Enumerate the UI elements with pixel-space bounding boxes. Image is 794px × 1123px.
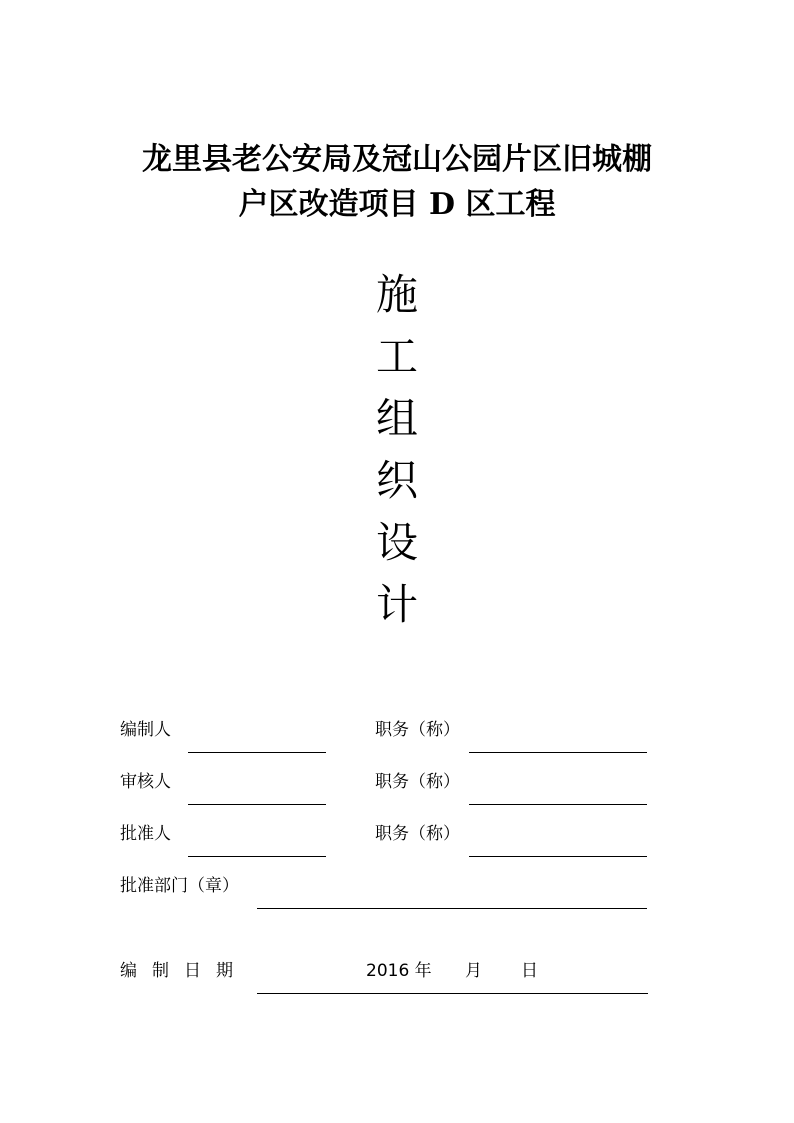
document-type-char: 计: [375, 580, 418, 629]
approval-dept-label: 批准部门（章）: [120, 876, 239, 896]
compile-date-label: 编制日期: [120, 961, 248, 981]
date-day: 日: [521, 961, 538, 981]
approval-dept-line: [257, 908, 647, 909]
reviewer-label: 审核人: [120, 772, 171, 792]
document-type-char: 施: [375, 270, 418, 319]
approver-label: 批准人: [120, 824, 171, 844]
compile-date-line: [257, 993, 648, 994]
project-title-line-2: 户区改造项目 D 区工程: [238, 187, 556, 222]
reviewer-position-line: [469, 804, 647, 805]
document-type-char: 工: [375, 332, 418, 381]
approver-signature-line: [188, 856, 326, 857]
document-type-char: 织: [375, 456, 418, 505]
compiler-position-label: 职务（称）: [375, 720, 460, 740]
document-type-char: 组: [375, 394, 418, 443]
compiler-position-line: [469, 752, 647, 753]
approver-position-label: 职务（称）: [375, 824, 460, 844]
document-type-char: 设: [375, 518, 418, 567]
reviewer-position-label: 职务（称）: [375, 772, 460, 792]
date-month: 月: [465, 961, 482, 981]
compiler-signature-line: [188, 752, 326, 753]
approver-position-line: [469, 856, 647, 857]
reviewer-signature-line: [188, 804, 326, 805]
compiler-label: 编制人: [120, 720, 171, 740]
date-year: 2016 年: [366, 961, 432, 981]
project-title-line-1: 龙里县老公安局及冠山公园片区旧城棚: [142, 142, 652, 177]
